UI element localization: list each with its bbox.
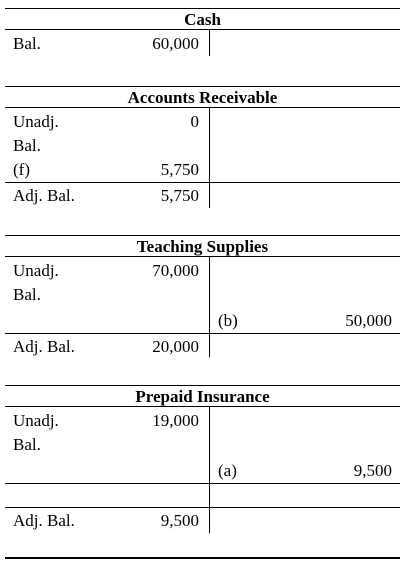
row-divider (5, 182, 400, 183)
t-account-prepaid-insurance (5, 385, 400, 560)
t-account-cash (5, 8, 400, 62)
row-label: Bal. (13, 285, 41, 304)
debit-amount: 19,000 (152, 411, 199, 430)
account-title: Accounts Receivable (5, 86, 400, 108)
row-label: Adj. Bal. (13, 511, 75, 530)
row-label: Unadj. (13, 261, 59, 280)
row-label: Bal. (13, 136, 41, 155)
credit-amount: 50,000 (345, 311, 392, 330)
t-divider (209, 257, 210, 357)
credit-amount: 9,500 (353, 461, 392, 480)
row-label: Unadj. (13, 112, 59, 131)
debit-amount: 60,000 (152, 34, 199, 53)
debit-amount: 0 (190, 112, 199, 131)
row-divider (5, 483, 400, 484)
row-label: Bal. (13, 435, 41, 454)
row-divider (5, 507, 400, 508)
account-title: Cash (5, 8, 400, 30)
row-label: Unadj. (13, 411, 59, 430)
t-divider (209, 407, 210, 533)
account-title: Prepaid Insurance (5, 385, 400, 407)
t-divider (209, 108, 210, 208)
t-account-teaching-supplies (5, 235, 400, 365)
t-divider (209, 30, 210, 56)
t-account-accounts-receivable (5, 86, 400, 216)
credit-label: (b) (218, 311, 238, 330)
debit-amount: 20,000 (152, 337, 199, 356)
credit-label: (a) (218, 461, 237, 480)
debit-amount: 5,750 (160, 186, 199, 205)
row-divider (5, 333, 400, 334)
debit-amount: 70,000 (152, 261, 199, 280)
account-title: Teaching Supplies (5, 235, 400, 257)
row-label: (f) (13, 160, 30, 179)
debit-amount: 9,500 (160, 511, 199, 530)
row-label: Adj. Bal. (13, 186, 75, 205)
bottom-rule (5, 557, 400, 559)
row-label: Adj. Bal. (13, 337, 75, 356)
debit-amount: 5,750 (160, 160, 199, 179)
row-label: Bal. (13, 34, 41, 53)
